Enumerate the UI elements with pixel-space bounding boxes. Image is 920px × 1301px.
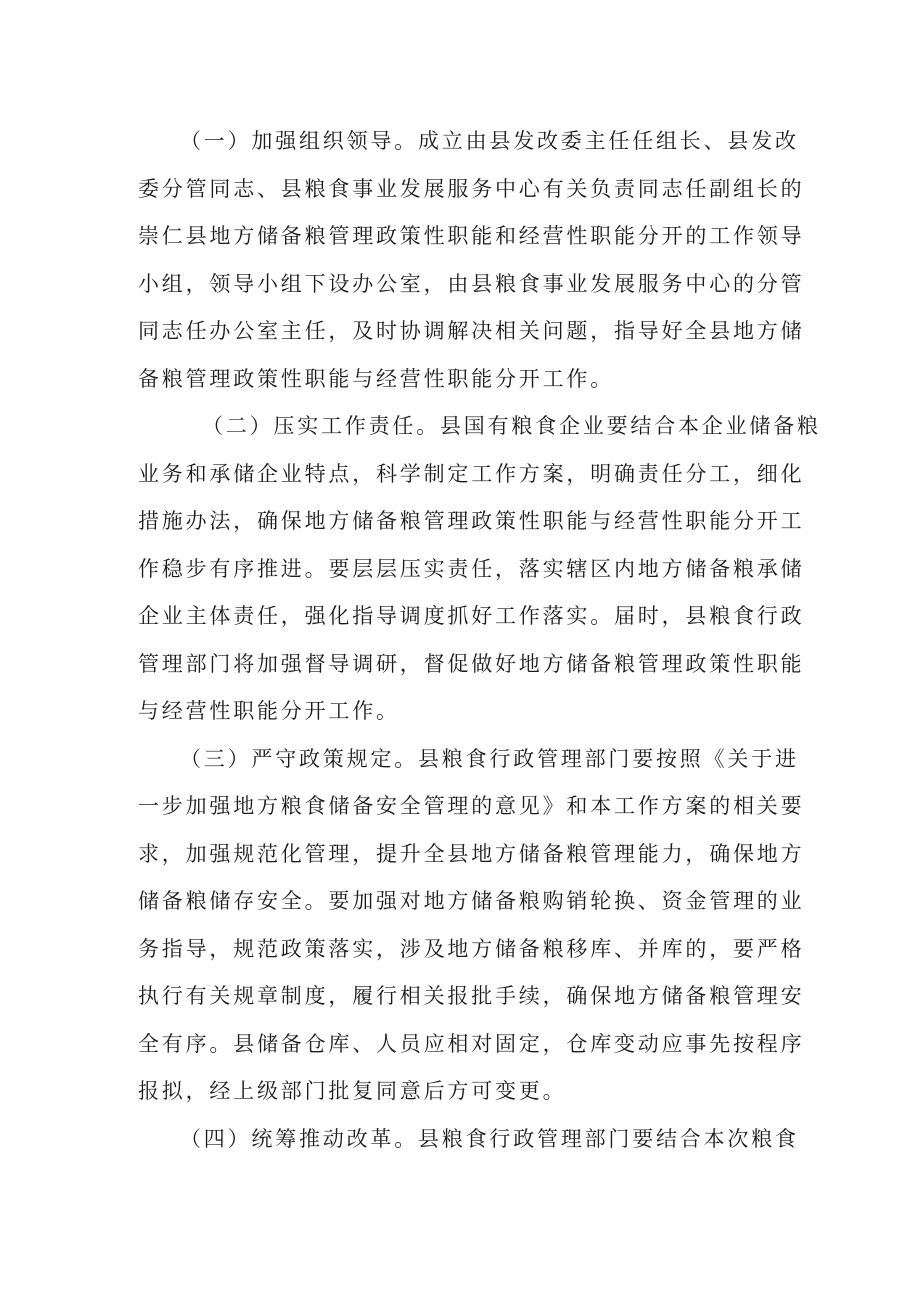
- paragraph-3: [138, 736, 805, 1116]
- paragraph-line: 委分管同志、县粮食事业发展服务中心有关负责同志任副组长的: [138, 176, 805, 201]
- paragraph-line: 与经营性职能分开工作。: [138, 699, 400, 723]
- paragraph-line: 报拟，经上级部门批复同意后方可变更。: [138, 1079, 567, 1103]
- paragraph-line: 储备粮储存安全。要加强对地方储备粮购销轮换、资金管理的业: [138, 889, 805, 913]
- paragraph-line: 一步加强地方粮食储备安全管理的意见》和本工作方案的相关要: [138, 794, 805, 818]
- paragraph-line: 企业主体责任，强化指导调度抓好工作落实。届时，县粮食行政: [138, 604, 805, 628]
- paragraph-line: 业务和承储企业特点，科学制定工作方案，明确责任分工，细化: [138, 461, 805, 486]
- paragraph-line: 备粮管理政策性职能与经营性职能分开工作。: [138, 366, 614, 391]
- paragraph-line: 措施办法，确保地方储备粮管理政策性职能与经营性职能分开工: [138, 509, 805, 533]
- document-body: [138, 118, 821, 1163]
- paragraph-line: 作稳步有序推进。要层层压实责任，落实辖区内地方储备粮承储: [138, 556, 805, 581]
- paragraph-4: [138, 1116, 799, 1164]
- paragraph-line: 同志任办公室主任，及时协调解决相关问题，指导好全县地方储: [138, 319, 805, 343]
- paragraph-line: 管理部门将加强督导调研，督促做好地方储备粮管理政策性职能: [138, 651, 805, 676]
- paragraph-line: 务指导，规范政策落实，涉及地方储备粮移库、并库的，要严格: [138, 936, 805, 961]
- paragraph-line: 执行有关规章制度，履行相关报批手续，确保地方储备粮管理安: [138, 984, 805, 1008]
- paragraph-line: 小组，领导小组下设办公室，由县粮食事业发展服务中心的分管: [138, 271, 805, 296]
- paragraph-line: （三）严守政策规定。县粮食行政管理部门要按照《关于进: [180, 746, 799, 771]
- paragraph-2: [138, 403, 821, 736]
- paragraph-line: 崇仁县地方储备粮管理政策性职能和经营性职能分开的工作领导: [138, 224, 805, 248]
- paragraph-line: 全有序。县储备仓库、人员应相对固定，仓库变动应事先按程序: [138, 1031, 805, 1056]
- paragraph-line: （二）压实工作责任。县国有粮食企业要结合本企业储备粮: [202, 414, 821, 438]
- paragraph-line: （一）加强组织领导。成立由县发改委主任任组长、县发改: [180, 129, 799, 153]
- paragraph-line: 求，加强规范化管理，提升全县地方储备粮管理能力，确保地方: [138, 841, 805, 866]
- paragraph-1: [138, 118, 805, 403]
- paragraph-line: （四）统筹推动改革。县粮食行政管理部门要结合本次粮食: [180, 1126, 799, 1151]
